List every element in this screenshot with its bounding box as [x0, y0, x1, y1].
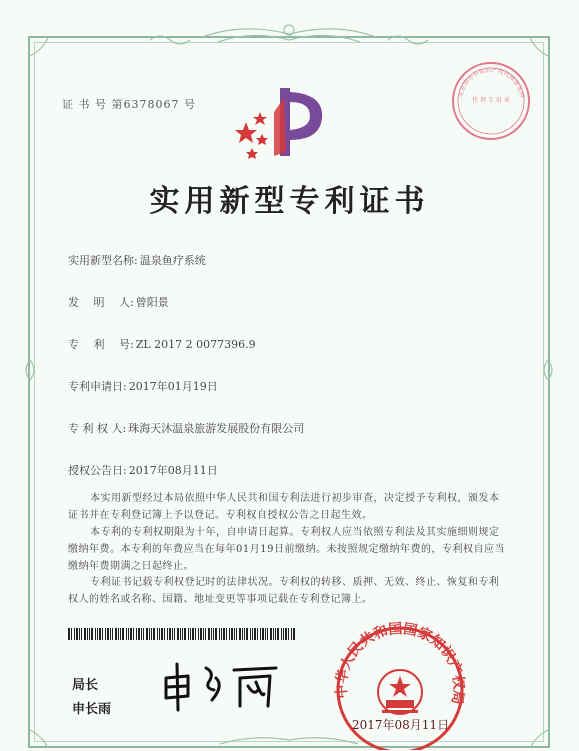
director-signature [158, 656, 288, 712]
patent-office-emblem-icon [228, 82, 338, 162]
barcode-bar [221, 628, 222, 640]
barcode-bar [81, 628, 82, 640]
barcode-bar [122, 628, 124, 640]
director-name: 申长雨 [72, 702, 112, 717]
field-patentee [68, 420, 304, 436]
barcode-bar [146, 628, 148, 640]
barcode-bar [254, 628, 256, 640]
agency-seal-stamp [448, 58, 534, 144]
barcode-bar [246, 628, 248, 640]
barcode-bar [143, 628, 144, 640]
certificate-paragraph: 专利证书记载专利权登记时的法律状况。专利权的转移、质押、无效、终止、恢复和专利权人的姓名或名称、国籍、地址变更等事项记载在专利登记簿上。 [68, 577, 500, 605]
director-title: 局长 [72, 678, 99, 693]
barcode-bar [215, 628, 217, 640]
barcode-bar [211, 628, 212, 640]
barcode-bar [267, 628, 268, 640]
field-label: 发 明 人: [68, 296, 134, 309]
barcode-bar [260, 628, 261, 640]
barcode-bar [167, 628, 168, 640]
field-inventor [68, 294, 169, 310]
barcode-bar [273, 628, 274, 640]
field-application-date [68, 378, 218, 394]
barcode-bar [141, 628, 142, 640]
barcode-bar [283, 628, 284, 640]
barcode-bar [244, 628, 245, 640]
barcode-bar [275, 628, 276, 640]
barcode-bar [97, 628, 98, 640]
barcode-bar [153, 628, 155, 640]
barcode-bar [118, 628, 119, 640]
barcode-bar [102, 628, 103, 640]
barcode-bar [226, 628, 227, 640]
barcode-bar [208, 628, 210, 640]
barcode-bar [84, 628, 86, 640]
certificate-title: 实用新型专利证书 [149, 184, 430, 219]
barcode-bar [200, 628, 202, 640]
barcode-strip [68, 628, 298, 640]
field-patent-number [68, 336, 256, 352]
certificate-number: 证 书 号 第6378067 号 [62, 98, 196, 111]
barcode-bar [231, 628, 233, 640]
barcode-bar [250, 628, 251, 640]
barcode-bar [257, 628, 258, 640]
barcode-bar [95, 628, 96, 640]
barcode-bar [236, 628, 237, 640]
barcode-bar [157, 628, 158, 640]
barcode-bar [213, 628, 214, 640]
seal-text: 中华人民共和国国家知识产权局 [333, 621, 467, 706]
barcode-bar [252, 628, 253, 640]
barcode-bar [180, 628, 181, 640]
seal-date: 2017年08月11日 [352, 718, 450, 732]
barcode-bar [112, 628, 113, 640]
barcode-bar [91, 628, 93, 640]
barcode-bar [174, 628, 175, 640]
field-label: 实用新型名称: [68, 254, 138, 267]
barcode-bar [223, 628, 225, 640]
barcode-bar [205, 628, 206, 640]
field-value: ZL 2017 2 0077396.9 [135, 338, 256, 351]
barcode-bar [190, 628, 191, 640]
field-value: 2017年08月11日 [128, 464, 218, 477]
field-utility-model-name [68, 252, 206, 268]
barcode-bar [270, 628, 272, 640]
field-value: 曾阳景 [135, 296, 169, 309]
barcode-bar [110, 628, 111, 640]
barcode-bar [291, 628, 292, 640]
barcode-bar [184, 628, 186, 640]
barcode-bar [195, 628, 196, 640]
barcode-bar [265, 628, 266, 640]
barcode-bar [177, 628, 179, 640]
barcode-bar [281, 628, 282, 640]
barcode-bar [164, 628, 165, 640]
certificate-paragraph: 本实用新型经过本局依照中华人民共和国专利法进行初步审查，决定授予专利权，颁发本证书并在专利登记簿上予以登记。专利权自授权公告之日起生效。 [68, 493, 500, 521]
barcode-bar [159, 628, 160, 640]
svg-text:北京清亦华知识产权代理事务所: 北京清亦华知识产权代理事务所 [457, 66, 525, 99]
barcode-bar [149, 628, 150, 640]
barcode-bar [288, 628, 289, 640]
barcode-bar [219, 628, 220, 640]
barcode-bar [128, 628, 129, 640]
barcode-bar [229, 628, 230, 640]
barcode-bar [133, 628, 134, 640]
certificate-paragraph: 本专利的专利权期限为十年，自申请日起算。专利权人应当依照专利法及其实施细则规定缴纳年费。本专利的年费应当在每年01月19日前缴纳。未按照规定缴纳年费的，专利权自应当缴纳年费期满之日起终止。 [68, 527, 505, 572]
field-value: 珠海天沐温泉旅游发展股份有限公司 [128, 422, 305, 435]
barcode-bar [188, 628, 189, 640]
barcode-bar [76, 628, 78, 640]
barcode-bar [126, 628, 127, 640]
barcode-bar [120, 628, 121, 640]
barcode-bar [74, 628, 75, 640]
barcode-bar [198, 628, 199, 640]
barcode-bar [293, 628, 295, 640]
field-grant-announcement-date [68, 462, 218, 478]
barcode-bar [285, 628, 287, 640]
barcode-bar [277, 628, 279, 640]
barcode-bar [203, 628, 204, 640]
barcode-bar [242, 628, 243, 640]
barcode-bar [89, 628, 90, 640]
field-value: 温泉鱼疗系统 [139, 254, 206, 267]
barcode-bar [234, 628, 235, 640]
barcode-bar [87, 628, 88, 640]
barcode-bar [192, 628, 194, 640]
barcode-bar [79, 628, 80, 640]
svg-text:中华人民共和国国家知识产权局 [333, 620, 468, 705]
barcode-bar [262, 628, 264, 640]
barcode-bar [172, 628, 173, 640]
field-label: 专 利 权 人: [68, 422, 127, 435]
field-label: 专 利 号: [68, 338, 134, 351]
barcode-bar [151, 628, 152, 640]
svg-text:代 理 专 用 章: 代 理 专 用 章 [472, 97, 510, 104]
barcode-bar [105, 628, 106, 640]
barcode-bar [68, 628, 70, 640]
field-label: 授权公告日: [68, 464, 127, 477]
barcode-bar [115, 628, 117, 640]
barcode-bar [138, 628, 140, 640]
field-label: 专利申请日: [68, 380, 127, 393]
barcode-bar [136, 628, 137, 640]
field-value: 2017年01月19日 [128, 380, 218, 393]
barcode-bar [161, 628, 163, 640]
barcode-bar [107, 628, 109, 640]
barcode-bar [169, 628, 171, 640]
barcode-bar [99, 628, 101, 640]
barcode-bar [130, 628, 132, 640]
barcode-bar [239, 628, 241, 640]
barcode-bar [71, 628, 72, 640]
barcode-bar [182, 628, 183, 640]
